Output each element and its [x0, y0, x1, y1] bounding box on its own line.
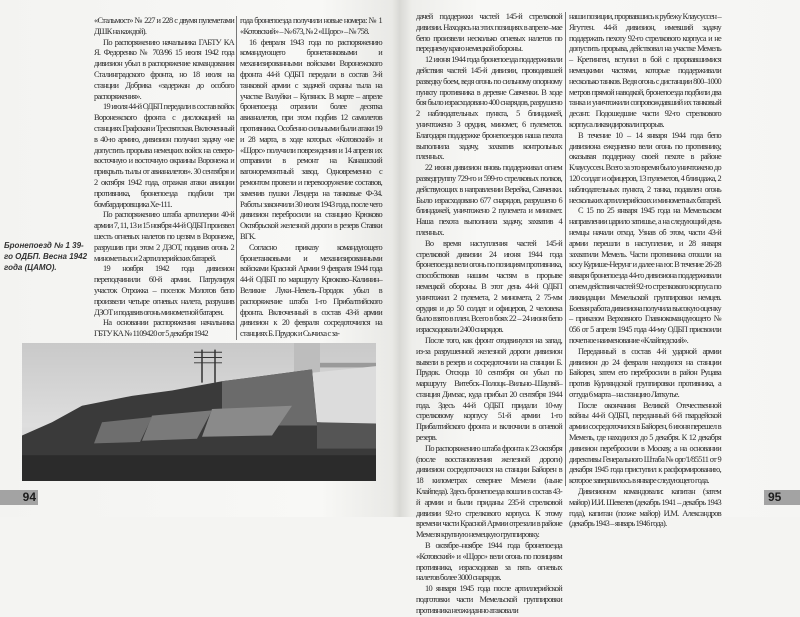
tower	[294, 343, 320, 373]
paragraph: По распоряжению штаба фронта к 23 октября (после восстановления железной дороги) дивизион сосредоточился на станции Байорен в 18 километрах севернее Мемели (ныне Клайпеда). Здесь бронепоезда вошли в состав 43-й армии и были приданы 235-й стрелковой дивизии 92-го стрелкового корпуса. К этому времени части Красной Армии отрезали в районе Мемеля крупную немецкую группировку.	[416, 443, 562, 540]
page-number: 94	[0, 490, 38, 505]
bridge	[320, 363, 376, 368]
paragraph: 19 ноября 1942 года дивизион переподчинили 60-й армии. Патрулируя участок Отрожка – поселок Молотов бепо произвели четыре огневых налета, разрушив ДЗОТ и подавив огонь минометной батареи.	[94, 264, 234, 317]
right-column-1	[416, 12, 562, 617]
right-page	[400, 0, 800, 615]
column-divider	[236, 16, 237, 340]
paragraph: Дивизионом командовали: капитан (затем майор) И.И. Шевелев (декабрь 1941 – декабрь 1943 года), капитан (позже майор) И.М. Александров (декабрь 1943 – январь 1946 года).	[569, 487, 721, 529]
paragraph: 10 января 1945 года после артиллерийской подготовки части Мемельской группировки противника неожиданно атаковали	[416, 584, 562, 615]
paragraph: 12 июня 1944 года бронепоезда поддерживали действия частей 145-й дивизии, проводившей разведку боем, ведя огонь по сильному опорному пункту противника в деревне Савченки. В ходе боя было израсходовано 400 снарядов, разрушено 2 наблюдательных пункта, 5 блиндажей, уничтожено 3 орудия, миномет, 6 пулеметов. Благодаря поддержке бронепоездов наша пехота выполнила задачу, захватив контрольных пленных.	[416, 55, 562, 162]
paragraph: дачей поддержки частей 145-й стрелковой дивизии. Находясь на этих позициях в апреле–мае бепо произвели несколько огневых налетов по переднему краю немецкой обороны.	[416, 12, 562, 54]
right-column-2	[569, 12, 721, 530]
paragraph: Во время наступления частей 145-й стрелковой дивизии 24 июня 1944 года бронепоезда вели огонь по позициям противника, способствовав нашим частям в прорыве немецкой обороны. В этот день 44-й ОДБП уничтожил 2 пулемета, 2 миномета, 2 75-мм орудия и до 50 солдат и офицеров, 2 человека было взято в плен. Всего в боях 22 – 24 июня бепо израсходовали 2400 снарядов.	[416, 238, 562, 335]
paragraph: После того, как фронт отодвинулся на запад, из-за разрушенной железной дороги дивизион вывели в резерв и сосредоточили на станции Б. Прудок. Отсюда 10 сентября он убыл по маршруту Витебск–Полоцк–Вильно–Шауляй–станция Димзас, куда прибыл 20 сентября 1944 года. Здесь 44-й ОДБП придали 10-му стрелковому корпусу 51-й армии 1-го Прибалтийского фронта и включили в огневой резерв.	[416, 335, 562, 443]
left-column-1	[94, 16, 234, 340]
left-column-2	[240, 16, 382, 340]
paragraph: «Стальмост» № 227 и 228 с двумя пулеметами ДШК на каждой).	[94, 16, 234, 36]
paragraph: После окончания Великой Отечественной войны 44-й ОДБП, переданный 6-й гвардейской армии сосредоточился в Байорен, 6 июня перешел в Мемель, где находился до 5 декабря. К 12 декабря дивизион перебросили в Москву, а на основании директивы Генерального Штаба № орг/1/85511 от 9 декабря 1945 года приступил к расформированию, которое завершилось в январе следующего года.	[569, 400, 721, 486]
photo-caption: Бронепоезд № 1 39-го ОДБП. Весна 1942 года (ЦАМО).	[4, 241, 88, 272]
paragraph: По распоряжению начальника ГАБТУ КА Я. Федоренко № 703/96 15 июля 1942 года дивизион убыл в распоряжение командования Сталинградского фронта, но 18 июля на станции Добрика «задержан до особого распоряжения».	[94, 37, 234, 101]
paragraph: В течение 10 – 14 января 1944 года бепо дивизиона ежедневно вели огонь по противнику, оказывая поддержку своей пехоте в районе Клаусуссен. Всего за это время было уничтожено до 120 солдат и офицеров, 13 пулеметов, 4 блиндажа, 2 наблюдательных пункта, 2 танка, подавлен огонь нескольких артиллерийских и минометных батарей.	[569, 130, 721, 205]
armored-train-photo	[22, 343, 376, 481]
paragraph: На основании распоряжения начальника ГБТУ КА № 1109420 от 5 декабря 1942	[94, 318, 234, 339]
page-number: 95	[764, 490, 800, 505]
paragraph: Согласно приказу командующего бронетанковыми и механизированными войсками Красной Армии 9 февраля 1944 года 44-й ОДБП по маршруту Крюково–Калинин–Великие Луки–Невель–Городок убыл в распоряжение штаба 1-го Прибалтийского фронта. Включенный в состав 43-й армии дивизион к 20 февраля сосредоточился на станциях Б. Прудок и Сычиха с за-	[240, 242, 382, 339]
ground	[22, 455, 376, 481]
paragraph: 22 июня дивизион вновь поддерживал огнем разведгруппу 729-го и 599-го стрелковых полков, действующих в направлении Верейка, Савченки. Было израсходовано 677 снарядов, разрушено 6 блиндажей, уничтожено 2 пулемета и миномет. Наша пехота выполнила задачу, захватив 4 пленных.	[416, 163, 562, 237]
paragraph: Переданный в состав 4-й ударной армии дивизион до 24 февраля находился на станции Байорен, затем его перебросили в район Руцава против Курляндской группировки противника, а оттуда 6 марта – на станцию Латкутье.	[569, 346, 721, 399]
paragraph: года бронепоезда получили новые номера: № 1 «Котовский» – № 673, № 2 «Щорс» – № 758.	[240, 16, 382, 36]
paragraph: По распоряжению штаба артиллерии 40-й армии 7, 11, 13 и 15 ноября 44-й ОДБП произвел шесть огневых налетов по целям в Воронеже, разрушив при этом 2 ДЗОТ, подавив огонь 2 минометных и 2 артиллерийских батарей.	[94, 210, 234, 263]
paragraph: 16 февраля 1943 года по распоряжению командующего бронетанковыми и механизированными войсками Воронежского фронта 44-й ОДБП передали в состав 3-й танковой армии с задачей охраны тыла на участке Валуйки – Купянск. В марте – апреле бронепоезда отразили более десятка авианалетов, при этом подбив 12 самолетов противника. Особенно сильными были атаки 19 и 28 марта, в ходе которых «Котовский» и «Щорс» получили повреждения и 14 апреля их отправили в ремонт на Канашский вагоноремонтный завод. Одновременно с ремонтом провели и перевооружение составов, заменив пушки Лендера на танковые Ф-34. Работы закончили 30 июля 1943 года, после чего дивизион перебросили на станцию Крюково Октябрьской железной дороги в резерв Ставки ВГК.	[240, 37, 382, 241]
paragraph: В октябре–ноябре 1944 года бронепоезда «Котовский» и «Щорс» вели огонь по позициям противника, израсходовав за пять огневых налетов более 3000 снарядов.	[416, 541, 562, 583]
column-divider	[565, 12, 566, 486]
paragraph: С 15 по 25 января 1945 года на Мемельском направлении царило затишье, а на следующий день немцы начали отход. Узнав об этом, части 43-й армии перешли в наступление, и 28 января захватили Мемель. Части противника отошли на косу Курише-Нерунг и далее на юг. В течение 26-28 января бронепоезда 44-го дивизиона поддерживали огнем действия частей 92-го стрелкового корпуса по ликвидации Мемельской группировки немцев. Боевая работа дивизиона получила высокую оценку – приказом Верховного Главнокомандующего № 056 от 5 апреля 1945 года 44-му ОДБП присвоили почетное наименование «Клайпедский».	[569, 206, 721, 345]
flat-car	[317, 422, 376, 448]
paragraph: 19 июля 44-й ОДБП передали в состав войск Воронежского фронта с дислокацией на станциях Графская и Тресвятская. Включенный в 40-ю армию, дивизион получил задачу «не допустить прорыва немецких войск на северо-восточную и восточную окраины Воронежа и прикрыть тылы от авианалетов». 30 сентября и 2 октября 1942 года, отражая атаки авиации противника, бронепоезда подбили три бомбардировщика Хе-111.	[94, 102, 234, 209]
left-page	[0, 0, 400, 517]
paragraph: наши позиции, прорвавшись к рубежу Клаусуссен – Ягуттен. 44-й дивизион, имевший задачу поддержать пехоту 92-го стрелкового корпуса и не допустить прорыва, действовал на участке Мемель – Кретинген, вступил в бой с прорвавшимися немецкими частями, которые поддерживали несколько танков. Ведя огонь с дистанции 800–1000 метров прямой наводкой, бронепоезда подбили два танка и уничтожили сопровождавший их танковый десант. Подошедшие части 92-го стрелкового корпуса ликвидировали прорыв.	[569, 12, 721, 129]
